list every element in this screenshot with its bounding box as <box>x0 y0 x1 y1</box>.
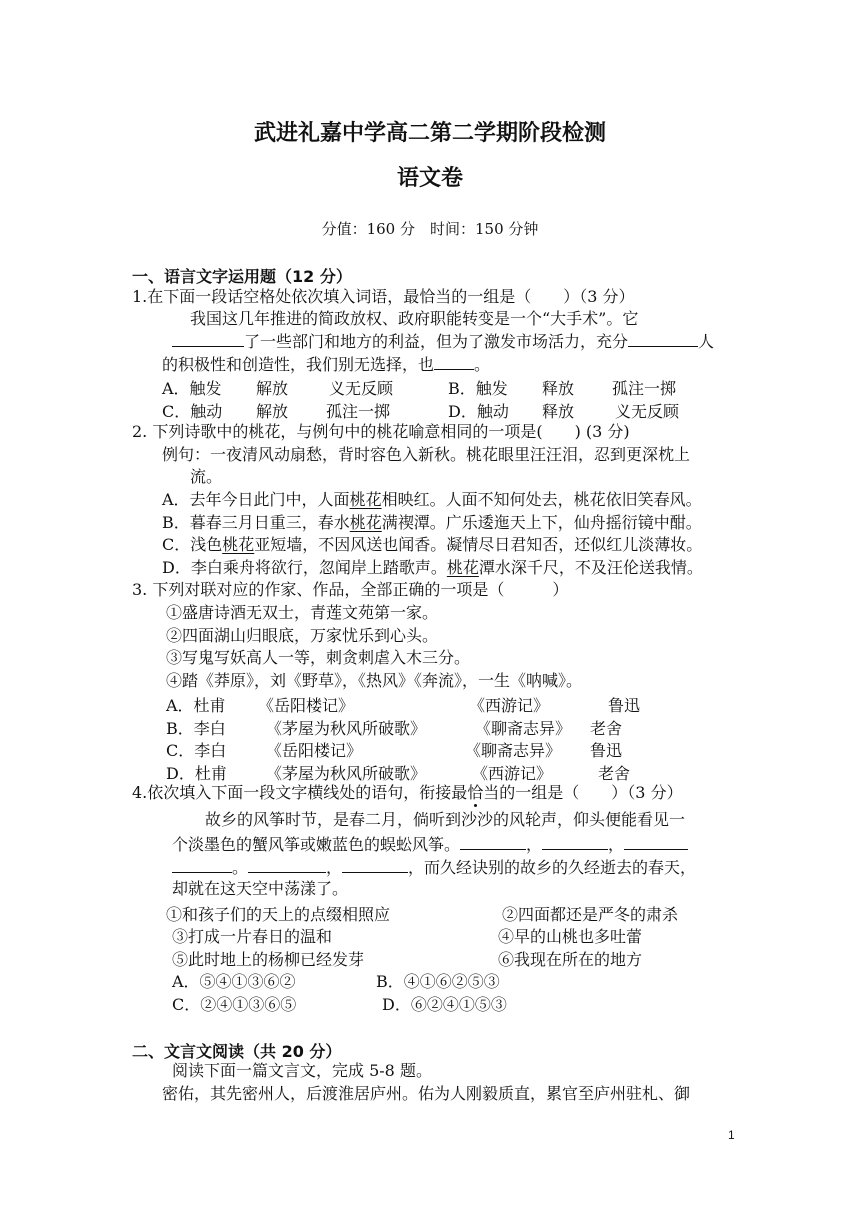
q4-blank-3 <box>624 834 688 850</box>
q4-sentence-4: ④早的山桃也多吐蕾 <box>498 927 643 946</box>
q3-option-c-work-2: 《聊斋志异》 <box>465 741 562 760</box>
section-2-heading: 二、文言文阅读（共 20 分） <box>132 1042 342 1061</box>
q3-option-b-work-2: 《聊斋志异》 <box>475 719 572 738</box>
q3-stem: 3. 下列对联对应的作家、作品，全部正确的一项是（ ） <box>132 580 569 599</box>
exam-subtitle: 语文卷 <box>396 166 463 191</box>
q4-blank-4 <box>172 857 232 873</box>
q4-sentence-5: ⑤此时地上的杨柳已经发芽 <box>172 950 365 969</box>
q3-option-d-author: 老舍 <box>598 764 631 783</box>
q4-blank-2 <box>542 834 608 850</box>
q3-option-c-work-1: 《岳阳楼记》 <box>266 741 363 760</box>
q1-stem: 1.在下面一段话空格处依次填入词语，最恰当的一组是（ ）（3 分） <box>132 287 635 306</box>
q1-option-b-word-2: 释放 <box>542 379 575 398</box>
section-1-heading: 一、语言文字运用题（12 分） <box>132 267 352 286</box>
q1-option-a-word-2: 解放 <box>256 379 289 398</box>
q3-option-d-work-2: 《西游记》 <box>472 764 553 783</box>
q3-couplet-3: ③写鬼写妖高人一等，刺贪刺虐入木三分。 <box>166 648 471 667</box>
q1-blank-1 <box>172 331 244 347</box>
page-number: 1 <box>728 1128 735 1142</box>
q4-passage-line-1: 故乡的风筝时节，是春二月，倘听到沙沙的风轮声，仰头便能看见一 <box>205 810 686 829</box>
q4-option-a: A．⑤④①③⑥② <box>172 972 296 991</box>
q2-option-d: D．李白乘舟将欲行，忽闻岸上踏歌声。桃花潭水深千尺，不及汪伦送我情。 <box>162 558 703 577</box>
exam-title: 武进礼嘉中学高二第二学期阶段检测 <box>253 121 606 146</box>
q3-option-b-work-1: 《茅屋为秋风所破歌》 <box>266 719 427 738</box>
q1-passage-line-3: 的积极性和创造性，我们别无选择，也 。 <box>162 355 491 374</box>
q3-option-a-work-2: 《西游记》 <box>469 696 550 715</box>
q1-option-d-word-3: 义无反顾 <box>615 402 680 421</box>
q3-option-a-work-1: 《岳阳楼记》 <box>258 696 355 715</box>
q1-passage-line-1: 我国这几年推进的简政放权、政府职能转变是一个“大手术”。它 <box>190 309 639 328</box>
q2-option-a: A．去年今日此门中，人面桃花相映红。人面不知何处去，桃花依旧笑春风。 <box>162 490 702 509</box>
q4-emphasis-dots: 最恰当 <box>451 783 500 802</box>
q3-option-a-author: 鲁迅 <box>608 696 641 715</box>
q4-option-c: C．②④①③⑥⑤ <box>172 995 297 1014</box>
q3-option-c: C．李白 <box>166 741 227 760</box>
q1-option-d: D．触动 <box>448 402 509 421</box>
exam-meta: 分值：160 分 时间：150 分钟 <box>321 220 539 238</box>
q1-option-c: C．触动 <box>162 402 223 421</box>
q4-sentence-2: ②四面都还是严冬的肃杀 <box>502 905 679 924</box>
q1-option-d-word-2: 释放 <box>542 402 575 421</box>
q1-blank-2 <box>628 331 698 347</box>
q2-example-line-1: 例句：一夜清风动扇愁，背时容色入新秋。桃花眼里汪汪泪，忍到更深枕上 <box>162 445 691 464</box>
q2-option-b: B．暮春三月日重三，春水桃花满禊潭。广乐逶迤天上下，仙舟摇衍镜中酣。 <box>162 513 702 532</box>
q4-option-b: B．④①⑥②⑤③ <box>376 972 500 991</box>
q4-passage-line-2: 个淡墨色的蟹风筝或嫩蓝色的蜈蚣风筝。 ， ， <box>172 834 688 855</box>
q4-sentence-6: ⑥我现在所在的地方 <box>498 950 643 969</box>
q3-option-b: B．李白 <box>166 719 226 738</box>
q3-option-b-author: 老舍 <box>590 719 623 738</box>
q1-option-a-word-3: 义无反顾 <box>329 379 394 398</box>
classical-text-line-1: 密佑，其先密州人，后渡淮居庐州。佑为人刚毅质直，累官至庐州驻札、御 <box>162 1084 691 1103</box>
q3-couplet-4: ④踏《莽原》，刘《野草》，《热风》《奔流》，一生《呐喊》。 <box>166 671 583 690</box>
q3-option-c-author: 鲁迅 <box>590 741 623 760</box>
q1-blank-3 <box>434 354 474 370</box>
q4-passage-line-4: 却就在这天空中荡漾了。 <box>172 879 349 898</box>
q2-example-line-2: 流。 <box>190 467 223 486</box>
q3-couplet-2: ②四面湖山归眼底，万家忧乐到心头。 <box>166 626 439 645</box>
q1-option-a: A．触发 <box>162 379 222 398</box>
q2-option-c: C．浅色桃花亚短墙，不因风送也闻香。凝情尽日君知否，还似红儿淡薄妆。 <box>162 535 703 554</box>
q4-blank-5 <box>248 857 326 873</box>
q3-option-d: D．杜甫 <box>166 764 227 783</box>
q4-sentence-1: ①和孩子们的天上的点缀相照应 <box>166 905 391 924</box>
q3-option-d-work-1: 《茅屋为秋风所破歌》 <box>266 764 427 783</box>
q4-blank-1 <box>460 834 526 850</box>
q4-stem: 4.依次填入下面一段文字横线处的语句，衔接最恰当的一组是（ ）（3 分） <box>132 783 683 802</box>
q2-stem: 2. 下列诗歌中的桃花，与例句中的桃花喻意相同的一项是( ) (3 分) <box>132 422 630 441</box>
section-2-intro: 阅读下面一篇文言文，完成 5-8 题。 <box>172 1061 432 1080</box>
q4-sentence-3: ③打成一片春日的温和 <box>172 927 333 946</box>
q3-couplet-1: ①盛唐诗酒无双士，青莲文苑第一家。 <box>166 603 439 622</box>
q3-option-a: A．杜甫 <box>166 696 226 715</box>
q1-option-b: B．触发 <box>448 379 508 398</box>
q1-passage-line-2: 了一些部门和地方的利益，但为了激发市场活力，充分 人 <box>172 331 714 352</box>
q1-option-c-word-2: 解放 <box>256 402 289 421</box>
q1-option-c-word-3: 孤注一掷 <box>326 402 391 421</box>
q1-option-b-word-3: 孤注一掷 <box>612 379 677 398</box>
q4-option-d: D．⑥②④①⑤③ <box>382 995 507 1014</box>
q4-blank-6 <box>342 857 408 873</box>
q4-passage-line-3: 。 ， ，而久经诀别的故乡的久经逝去的春天， <box>172 857 696 878</box>
